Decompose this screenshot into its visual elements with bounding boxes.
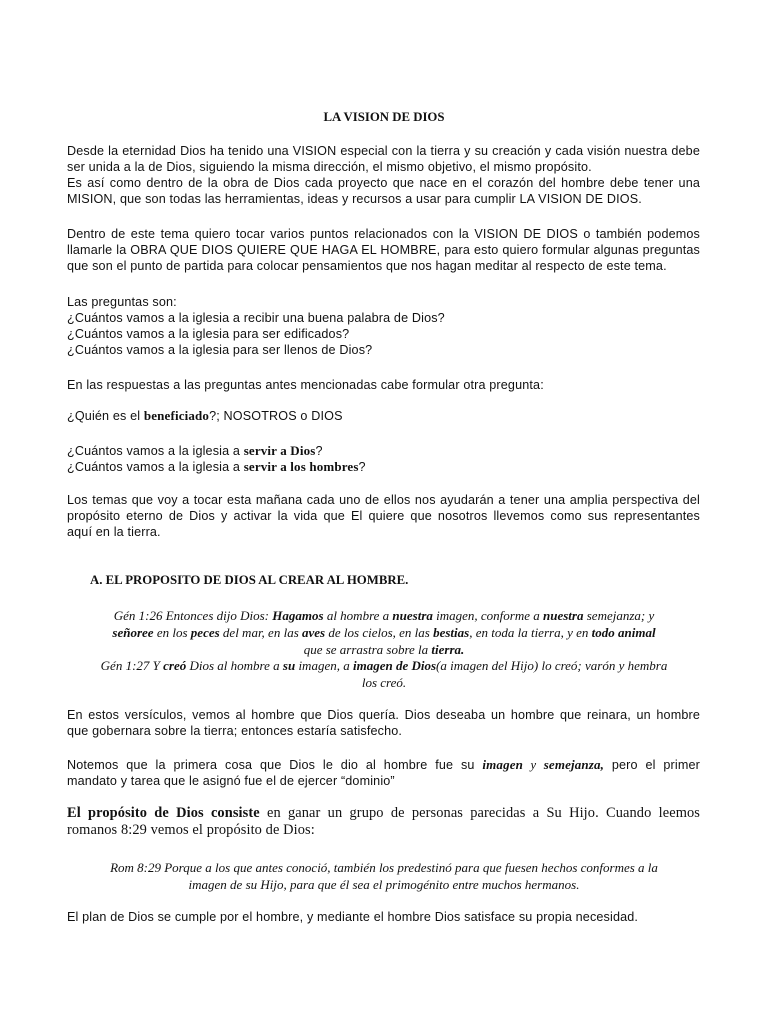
topics-paragraph	[67, 492, 700, 540]
verse-genesis-1-27	[60, 657, 708, 691]
text-line: Los temas que voy a tocar esta mañana cada uno de ellos nos ayudarán a tener una amplia perspectiva del	[67, 493, 700, 507]
text-line: MISION, que son todas las herramientas, ideas y recursos a usar para cumplir LA VISION DE DIOS.	[67, 192, 642, 206]
text-span: pero el primer	[604, 758, 700, 772]
bold-span: nuestra	[543, 608, 584, 623]
text-span: al hombre a	[323, 608, 393, 623]
bold-span: creó	[163, 658, 187, 673]
beneficiary-question	[67, 408, 700, 424]
bold-span: El propósito de Dios consiste	[67, 805, 260, 821]
text-line: propósito eterno de Dios y activar la vida que El quiere que nosotros llevemos como sus representantes	[67, 509, 700, 523]
image-likeness-paragraph	[67, 757, 700, 789]
bold-italic-span: imagen	[482, 757, 524, 772]
verse-line	[60, 657, 708, 674]
text-span: Gén 1:26 Entonces dijo Dios:	[113, 608, 273, 623]
text-span: imagen, conforme a	[432, 608, 544, 623]
question-item: ¿Cuántos vamos a la iglesia para ser llenos de Dios?	[67, 343, 373, 357]
text-line	[67, 805, 700, 822]
question-item: ¿Cuántos vamos a la iglesia a recibir una buena palabra de Dios?	[67, 311, 445, 325]
text-line: El plan de Dios se cumple por el hombre, y mediante el hombre Dios satisface su propia necesidad.	[67, 910, 639, 924]
text-line	[67, 757, 700, 773]
purpose-paragraph	[67, 805, 700, 839]
bold-span: Hagamos	[272, 608, 324, 623]
text-span: imagen, a	[295, 658, 353, 673]
intro-paragraph	[67, 143, 700, 207]
verse-line: imagen de su Hijo, para que él sea el primogénito entre muchos hermanos.	[188, 877, 580, 892]
bold-span: beneficiado	[143, 408, 210, 423]
text-span: , en toda la tierra, y en	[469, 625, 592, 640]
text-span: ¿Cuántos vamos a la iglesia a	[67, 460, 244, 474]
plan-paragraph	[67, 909, 700, 925]
bold-span: todo animal	[591, 625, 656, 640]
bold-span: peces	[190, 625, 220, 640]
verse-genesis-1-26	[60, 607, 708, 658]
bold-span: su	[282, 658, 296, 673]
text-line: Dentro de este tema quiero tocar varios puntos relacionados con la VISION DE DIOS o también podemos	[67, 227, 700, 241]
text-span: ?	[358, 460, 366, 474]
bold-span: señoree	[112, 625, 154, 640]
text-span: del mar, en las	[219, 625, 303, 640]
text-span: ?; NOSOTROS o DIOS	[209, 409, 343, 423]
text-span: semejanza; y	[583, 608, 655, 623]
verse-line: los creó.	[361, 675, 407, 690]
text-span: (a imagen del Hijo) lo creó; varón y hembra	[436, 658, 668, 673]
bold-span: tierra.	[431, 642, 465, 657]
bold-span: aves	[302, 625, 326, 640]
followup-paragraph	[67, 377, 700, 393]
text-line: ser unida a la de Dios, siguiendo la misma dirección, el mismo objetivo, el mismo propósito.	[67, 160, 592, 174]
document-title: LA VISION DE DIOS	[323, 110, 445, 124]
verse-romans-8-29	[60, 859, 708, 893]
question-item	[67, 443, 700, 459]
text-line: Es así como dentro de la obra de Dios cada proyecto que nace en el corazón del hombre debe tener una	[67, 176, 700, 190]
bold-span: servir a Dios	[243, 443, 316, 458]
bold-italic-span: semejanza,	[543, 757, 605, 772]
verse-line	[60, 641, 708, 658]
text-span: ?	[315, 444, 323, 458]
text-line: Desde la eternidad Dios ha tenido una VISION especial con la tierra y su creación y cada visión nuestra debe	[67, 144, 700, 158]
serve-questions	[67, 443, 700, 475]
text-line: que son el punto de partida para colocar pensamientos que nos hagan meditar al respecto de este tema.	[67, 259, 667, 273]
text-line: mandato y tarea que le asignó fue el de ejercer “dominio”	[67, 774, 395, 788]
bold-span: nuestra	[392, 608, 433, 623]
italic-span: y	[523, 758, 544, 772]
text-span: ¿Quién es el	[67, 409, 144, 423]
text-span: en ganar un grupo de personas parecidas a Su Hijo. Cuando leemos	[259, 805, 700, 821]
bold-span: bestias	[433, 625, 470, 640]
text-span: en los	[153, 625, 191, 640]
bold-span: imagen de Dios	[352, 658, 437, 673]
question-item	[67, 459, 700, 475]
text-span: Dios al hombre a	[186, 658, 283, 673]
section-heading-a: A. EL PROPOSITO DE DIOS AL CREAR AL HOMBRE.	[90, 573, 409, 587]
text-line: que gobernara sobre la tierra; entonces estaría satisfecho.	[67, 724, 403, 738]
text-span: que se arrastra sobre la	[303, 642, 432, 657]
verse-line	[60, 624, 708, 641]
text-span: Notemos que la primera cosa que Dios le dio al hombre fue su	[67, 758, 483, 772]
question-item: ¿Cuántos vamos a la iglesia para ser edificados?	[67, 327, 350, 341]
topic-paragraph	[67, 226, 700, 274]
verse-line: Rom 8:29 Porque a los que antes conoció, también los predestinó para que fuesen hechos conformes a la	[110, 860, 658, 875]
text-line	[67, 408, 700, 424]
text-span: Gén 1:27 Y	[100, 658, 164, 673]
text-span: ¿Cuántos vamos a la iglesia a	[67, 444, 244, 458]
text-line: llamarle la OBRA QUE DIOS QUIERE QUE HAGA EL HOMBRE, para esto quiero formular algunas preguntas	[67, 243, 700, 257]
questions-list	[67, 294, 700, 358]
text-line: En estos versículos, vemos al hombre que Dios quería. Dios deseaba un hombre que reinara, un hombre	[67, 708, 700, 722]
questions-intro: Las preguntas son:	[67, 295, 177, 309]
text-line: romanos 8:29 vemos el propósito de Dios:	[67, 822, 315, 838]
text-line: aquí en la tierra.	[67, 525, 161, 539]
text-line: En las respuestas a las preguntas antes mencionadas cabe formular otra pregunta:	[67, 378, 544, 392]
verses-commentary	[67, 707, 700, 739]
verse-line	[60, 607, 708, 624]
text-span: de los cielos, en las	[325, 625, 434, 640]
bold-span: servir a los hombres	[243, 459, 359, 474]
